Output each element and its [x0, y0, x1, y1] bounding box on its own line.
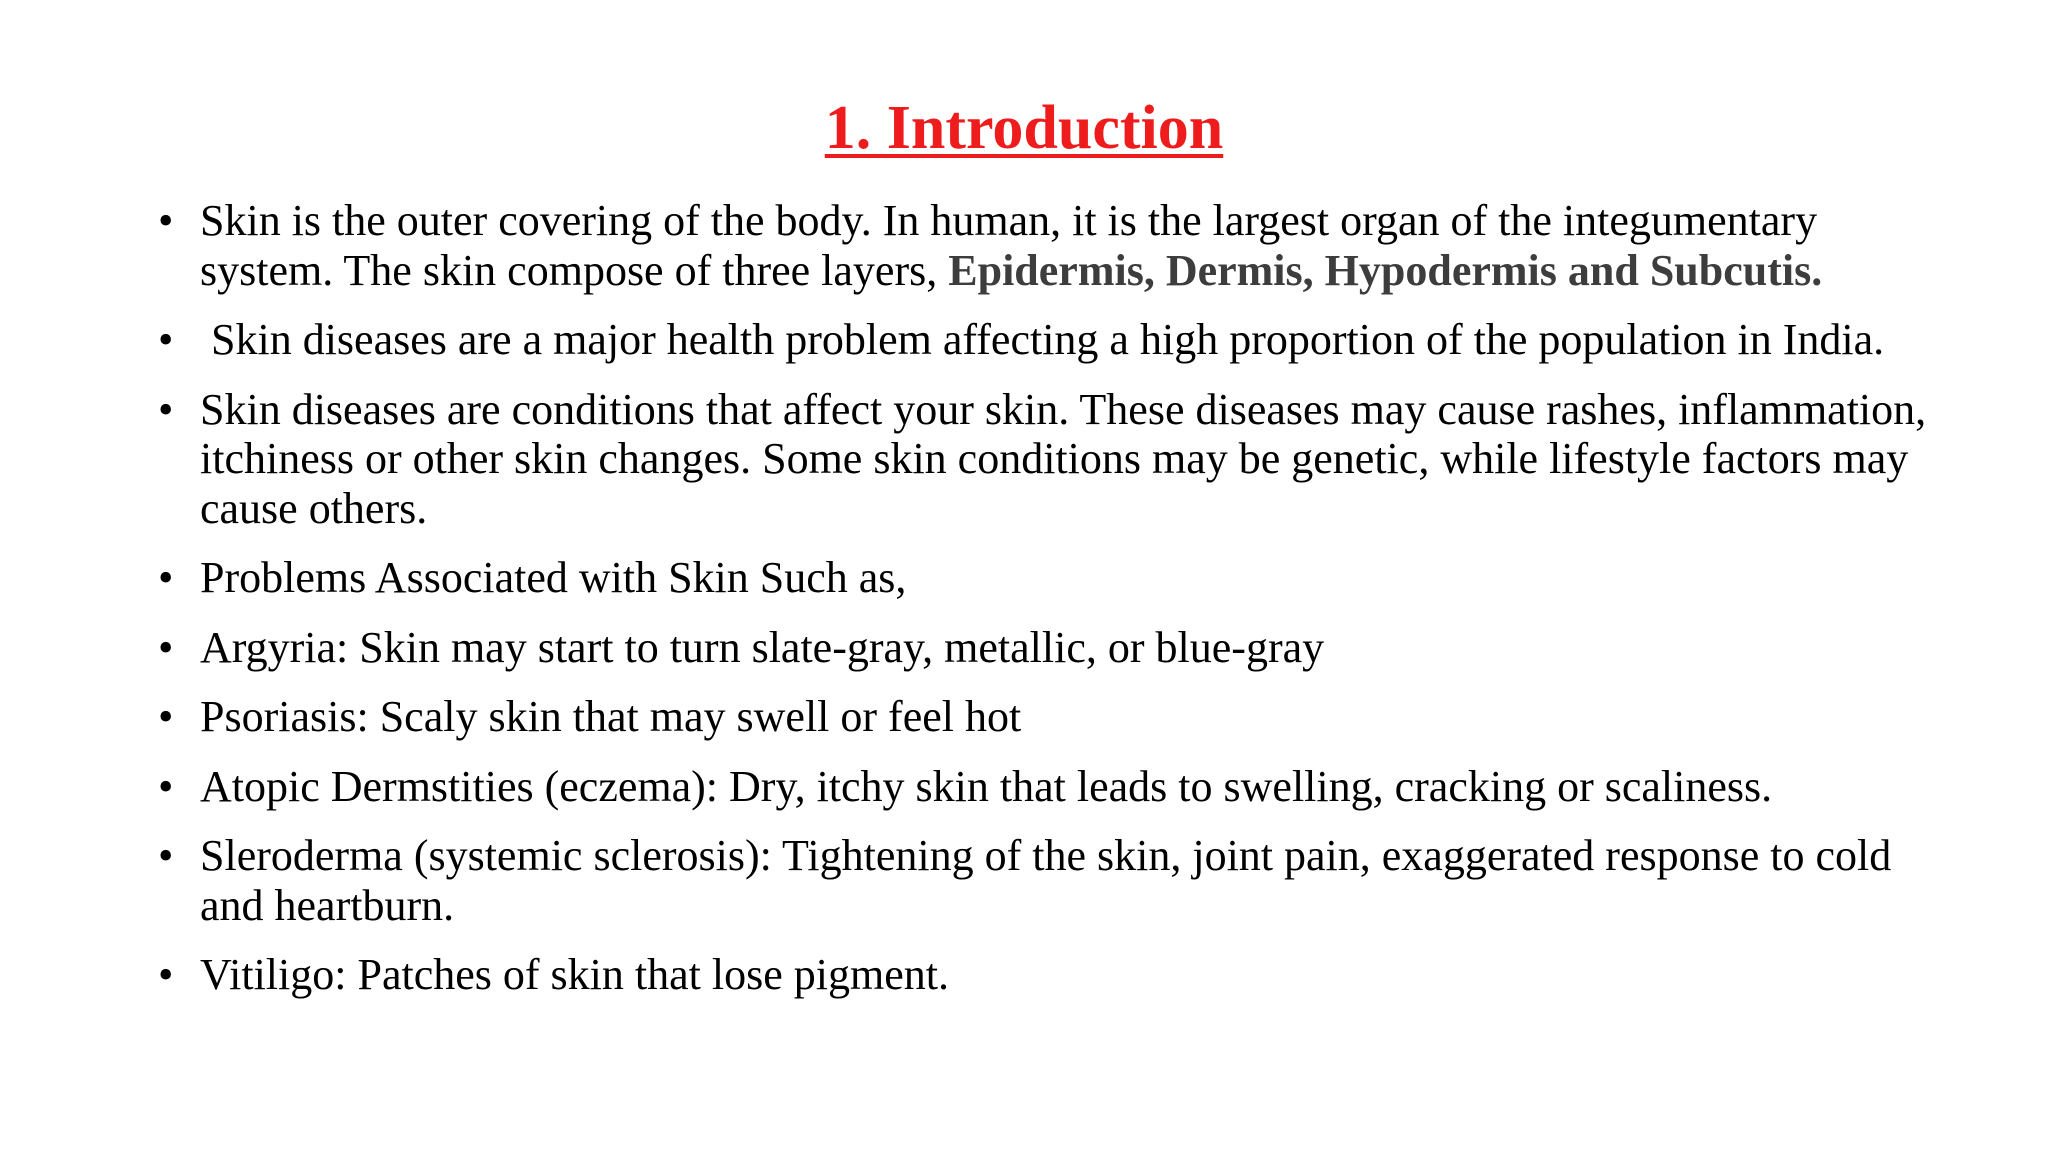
- bullet-text: Atopic Dermstities (eczema): Dry, itchy skin that leads to swelling, cracking or scaliness.: [200, 761, 1773, 811]
- bullet-dot-icon: •: [158, 761, 174, 811]
- bullet-text: Skin is the outer covering of the body. In human, it is the largest organ of the integumentary system. The skin compose of three layers,: [200, 196, 1818, 295]
- bullet-text: Sleroderma (systemic sclerosis): Tightening of the skin, joint pain, exaggerated response to cold and heartburn.: [200, 831, 1892, 930]
- bullet-dot-icon: •: [158, 196, 174, 245]
- bullet-item-9: [158, 950, 1938, 1000]
- bullet-dot-icon: •: [158, 831, 174, 880]
- bullet-text: Skin diseases are a major health problem affecting a high proportion of the population in India.: [200, 315, 1885, 364]
- bullet-text: Psoriasis: Scaly skin that may swell or feel hot: [200, 692, 1022, 741]
- bullet-item-5: [158, 623, 1938, 673]
- bullet-dot-icon: •: [158, 315, 174, 364]
- bullet-item-1: [158, 196, 1938, 295]
- bullet-text: Skin diseases are conditions that affect your skin. These diseases may cause rashes, inflammation, itchiness or other skin changes. Some skin conditions may be genetic, while lifestyle factors may cause others.: [200, 384, 1927, 533]
- bullet-text: Vitiligo: Patches of skin that lose pigment.: [200, 950, 949, 999]
- bullet-dot-icon: •: [158, 950, 174, 999]
- bullet-item-7: [158, 762, 1938, 812]
- bullet-item-4: [158, 553, 1938, 603]
- bullet-list: [158, 196, 1938, 1020]
- bullet-item-8: [158, 831, 1938, 930]
- skin-layers-bold-text: Epidermis, Dermis, Hypodermis and Subcutis.: [948, 245, 1823, 295]
- bullet-item-3: [158, 385, 1938, 534]
- bullet-dot-icon: •: [158, 384, 174, 434]
- bullet-item-6: [158, 692, 1938, 742]
- bullet-text: Argyria: Skin may start to turn slate-gray, metallic, or blue-gray: [200, 622, 1325, 672]
- bullet-item-2: [158, 315, 1938, 365]
- slide-title: 1. Introduction: [824, 94, 1224, 162]
- bullet-dot-icon: •: [158, 553, 174, 602]
- bullet-dot-icon: •: [158, 622, 174, 672]
- bullet-text: Problems Associated with Skin Such as,: [200, 553, 907, 602]
- bullet-dot-icon: •: [158, 692, 174, 741]
